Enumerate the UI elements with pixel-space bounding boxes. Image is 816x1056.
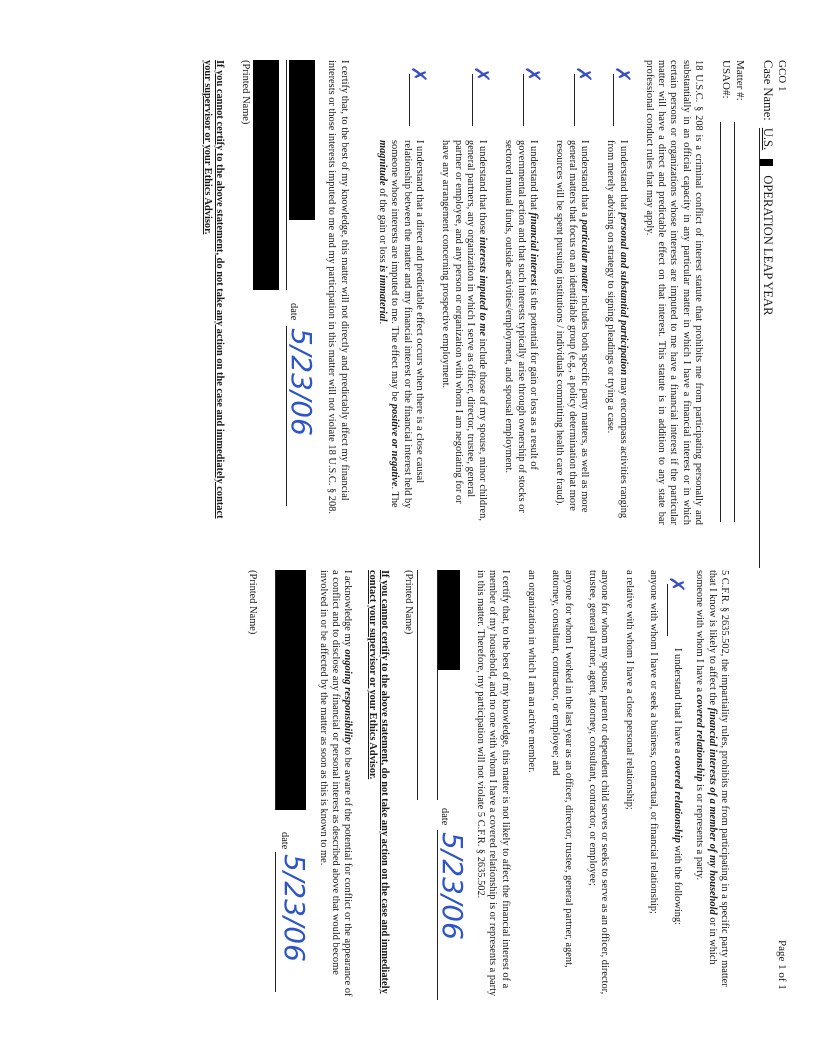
right-column-2635 (240, 570, 730, 1000)
warning-2635: If you cannot certify to the above statement, do not take any action on the case and immediately contact your supervisor or your Ethics Advisor. (366, 570, 390, 994)
usao-label: USAO#: (720, 60, 732, 99)
page-label: Page 1 of 1 (776, 940, 788, 990)
relationship-item: a relative with whom I have a close personal relationship; (623, 570, 635, 810)
case-name-row (759, 60, 774, 580)
printed-name-2635 (394, 570, 418, 1000)
ack-item-2: ✗ I understand that a particular matter includes both specific party matters, as well as more general matters that focus on an identifiable group (e.g., a policy determination that more resources will be spent pursuing institutions / individuals committing health care fraud). (554, 66, 596, 513)
case-prefix: U.S. (761, 127, 775, 151)
printed-name-line (417, 570, 418, 800)
matter-label: Matter #: (734, 60, 746, 101)
relationship-item: an organization in which I am an active member. (526, 570, 538, 773)
redacted-signature (438, 570, 460, 670)
printed-name-label: (Printed Name) (247, 570, 259, 635)
covered-relationship-ack: ✗ I understand that I have a covered relationship with the following: (665, 576, 690, 926)
relationship-item: anyone for whom my spouse, parent or dependent child serves or seeks to serve as an officer, director, trustee, general partner, agent, attorney, consultant, contractor, or employee; (586, 570, 611, 995)
left-column-208 (201, 60, 704, 525)
date-label: date (288, 303, 300, 321)
checkmark-icon: ✗ (574, 66, 594, 126)
printed-name-ack (240, 570, 260, 1000)
date-label: date (279, 832, 291, 850)
redaction-bar (760, 159, 773, 166)
matter-line (734, 122, 735, 522)
matter-row (734, 60, 746, 101)
signature-line (286, 60, 287, 290)
case-name-label: Case Name: (761, 60, 775, 121)
redacted-name (253, 60, 279, 290)
signature-row-ack (260, 570, 312, 1000)
statute-intro-208: 18 U.S.C. § 208 is a criminal conflict of interest statute that prohibits me from participating personally and substantially in an official capacity in any particular matter in which I have a financial interest or in which certain persons or organizations whose interests are imputed to me have a financial interest if the particular matter will have a direct and predictable effect on that interest. This statute is in addition to any state bar professional conduct rules that may apply. (643, 60, 704, 525)
checkmark-icon: ✗ (667, 576, 687, 636)
ack-item-4: ✗ I understand that those interests imputed to me include those of my spouse, minor children, general partners, any organization in which I serve as officer, director, trustee, general partner or employee, and any person or organization with whom I am negotiating for or have any arrangement concerning prospective employment. (440, 66, 495, 521)
printed-name-label: (Printed Name) (240, 60, 252, 125)
ack-item-3: ✗ I understand that financial interest is the potential for gain or loss as a result of governmental action and that such interests typically arise through ownership of stocks or sectored mutual funds, outside activities/employment, and spousal employment. (503, 66, 546, 513)
handwritten-date: 5/23/06 (278, 854, 312, 962)
case-name-value (759, 128, 774, 568)
case-title: OPERATION LEAP YEAR (761, 175, 775, 316)
checkmark-icon: ✗ (523, 66, 543, 126)
relationship-item: anyone for whom I worked in the last year as an officer, director, trustee, general partner, agent, attorney, consultant, contractor, or employee; and (550, 570, 574, 968)
signature-line (437, 570, 438, 800)
warning-208: If you cannot certify to the above statement, do not take any action on the case and immediately contact your supervisor or your Ethics Advisor. (201, 60, 226, 519)
signature-row-2635 (418, 570, 470, 1000)
ack-item-5: ✗ I understand that a direct and predictable effect occurs when there is a close causal relationship between the matter and my financial interest or the financial interest held by someone whose interests are imputed to me. The effect may be positive or negative. The magnitude of the gain or loss is immaterial. (377, 66, 431, 509)
handwritten-date: 5/23/06 (435, 832, 469, 940)
date-line (437, 830, 438, 1000)
certify-2635: I certify that, to the best of my knowledge, this matter is not likely to affect the financial interest of a member of my household, and no one with whom I have a covered relationship is or represents a party in this matter. Therefore, my participation will not violate 5 C.F.R. § 2635.502. (475, 570, 511, 997)
date-line (286, 326, 287, 506)
form-id: GCO 1 (776, 60, 788, 92)
printed-name-208 (229, 60, 259, 525)
checkmark-icon: ✗ (472, 66, 492, 126)
ack-item-1: ✗ I understand that personal and substantial participation may encompass activities ranging from merely advising on strategy to signing pleadings or trying a case. (605, 66, 635, 519)
ongoing-responsibility: I acknowledge my ongoing responsibility to be aware of the potential for conflict or the appearance of a conflict and to disclose any financial or personal interest as described above that would become involved in or be affected by the matter as soon as this is known to me. (317, 570, 354, 997)
usao-row (720, 60, 732, 99)
redacted-signature (289, 60, 315, 220)
date-line (275, 852, 276, 992)
printed-name-label: (Printed Name) (402, 570, 414, 635)
impartiality-intro: 5 C.F.R. § 2635.502, the impartiality rules, prohibits me from participating in a specific party matter that I know is likely to affect the financial interests of a member of my household or in which someone with whom I have a covered relationship is or represents a party. (694, 570, 730, 987)
certify-208: I certify that, to the best of my knowledge, this matter will not directly and predictably affect my financial interests or those interests imputed to me and my participation in this matter will not violate 18 U.S.C. § 208. (326, 60, 350, 514)
relationship-item: anyone with whom I have or seek a business, contractual, or financial relationship; (647, 570, 659, 914)
date-label: date (438, 808, 450, 826)
handwritten-date: 5/23/06 (285, 328, 319, 436)
checkmark-icon: ✗ (409, 66, 429, 126)
usao-line (720, 122, 721, 522)
redacted-signature (276, 570, 306, 810)
checkmark-icon: ✗ (613, 66, 633, 126)
signature-line (275, 570, 276, 810)
